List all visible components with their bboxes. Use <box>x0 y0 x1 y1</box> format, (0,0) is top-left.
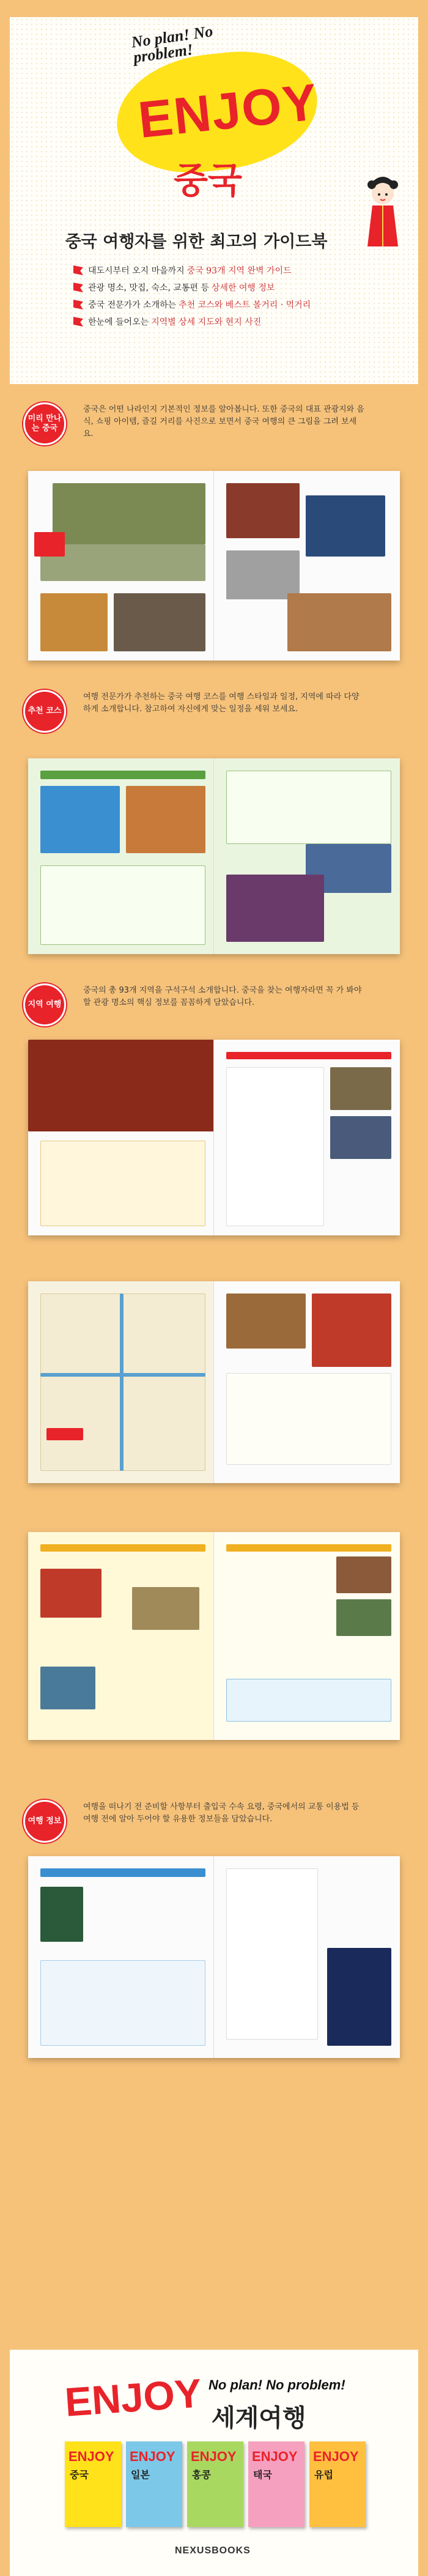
footer-brand: ENJOY <box>63 2370 204 2425</box>
book-spread <box>28 471 400 661</box>
hero-headline: 중국 여행자를 위한 최고의 가이드북 <box>65 232 328 251</box>
book-covers <box>65 2441 371 2527</box>
feature-item: 관광 명소, 맛집, 숙소, 교통편 등 상세한 여행 정보 <box>73 279 361 296</box>
flag-icon <box>73 283 83 292</box>
book-cover: ENJOY 태국 <box>248 2441 304 2527</box>
book-cover: ENJOY 홍콩 <box>187 2441 243 2527</box>
publisher-logo: NEXUSBOOKS <box>175 2545 251 2556</box>
feature-item: 중국 전문가가 소개하는 추천 코스와 베스트 볼거리 · 먹거리 <box>73 296 361 313</box>
book-page-right <box>214 1532 400 1740</box>
girl-mascot-icon <box>361 176 404 250</box>
footer-tagline: No plan! No problem! <box>208 2377 345 2393</box>
book-page-right <box>214 1040 400 1235</box>
section-description: 여행 전문가가 추천하는 중국 여행 코스를 여행 스타일과 일정, 지역에 따라 다양하게 소개합니다. 참고하여 자신에게 맞는 일정을 세워 보세요. <box>83 692 360 714</box>
section-description: 여행을 떠나기 전 준비할 사항부터 출입국 수속 요령, 중국에서의 교통 이용법 등 여행 전에 알아 두어야 할 유용한 정보들을 담았습니다. <box>83 1802 360 1824</box>
book-page-right <box>214 1281 400 1483</box>
book-cover: ENJOY 중국 <box>65 2441 121 2527</box>
section-badge: 미리 만나는 중국 <box>23 402 66 445</box>
book-cover: ENJOY 일본 <box>126 2441 182 2527</box>
book-spread <box>28 1040 400 1235</box>
book-spread <box>28 758 400 954</box>
feature-item: 대도시부터 오지 마을까지 중국 93개 지역 완벽 가이드 <box>73 262 361 279</box>
book-page-left <box>28 1040 214 1235</box>
book-page-right <box>214 471 400 661</box>
footer-section <box>10 2350 418 2576</box>
section-badge: 지역 여행 <box>23 983 66 1026</box>
book-spread <box>28 1532 400 1740</box>
section-badge: 추천 코스 <box>23 690 66 733</box>
feature-item: 한눈에 들어오는 지역별 상세 지도와 현지 사진 <box>73 313 361 330</box>
book-spread <box>28 1856 400 2058</box>
hero-country: 중국 <box>174 160 243 201</box>
section-course <box>10 679 418 972</box>
book-page-left <box>28 1856 214 2058</box>
book-cover: ENJOY 유럽 <box>309 2441 366 2527</box>
flag-icon <box>73 317 83 327</box>
section-preview <box>10 391 418 679</box>
flag-icon <box>73 300 83 309</box>
section-description: 중국의 총 93개 지역을 구석구석 소개합니다. 중국을 찾는 여행자라면 꼭 가 봐야 할 관광 명소의 핵심 정보를 꼼꼼하게 담았습니다. <box>83 986 362 1008</box>
book-spread <box>28 1281 400 1483</box>
book-page-left <box>28 1532 214 1740</box>
section-badge: 여행 정보 <box>23 1800 66 1843</box>
book-page-right <box>214 758 400 954</box>
hero-tagline: No plan! No problem! <box>130 22 214 67</box>
book-page-left <box>28 471 214 661</box>
footer-series: 세계여행 <box>212 2404 306 2432</box>
feature-list <box>73 262 361 330</box>
section-description: 중국은 어떤 나라인지 기본적인 정보를 알아봅니다. 또한 중국의 대표 관광지와 음식, 쇼핑 아이템, 즐길 거리를 사진으로 보면서 중국 여행의 큰 그림을 그려 보세요. <box>83 405 364 439</box>
flag-icon <box>73 265 83 275</box>
section-info <box>10 1789 418 2352</box>
book-page-left <box>28 1281 214 1483</box>
hero-section <box>10 17 418 384</box>
hero-brand: ENJOY <box>135 72 321 149</box>
book-page-left <box>28 758 214 954</box>
book-page-right <box>214 1856 400 2058</box>
section-region <box>10 972 418 1789</box>
